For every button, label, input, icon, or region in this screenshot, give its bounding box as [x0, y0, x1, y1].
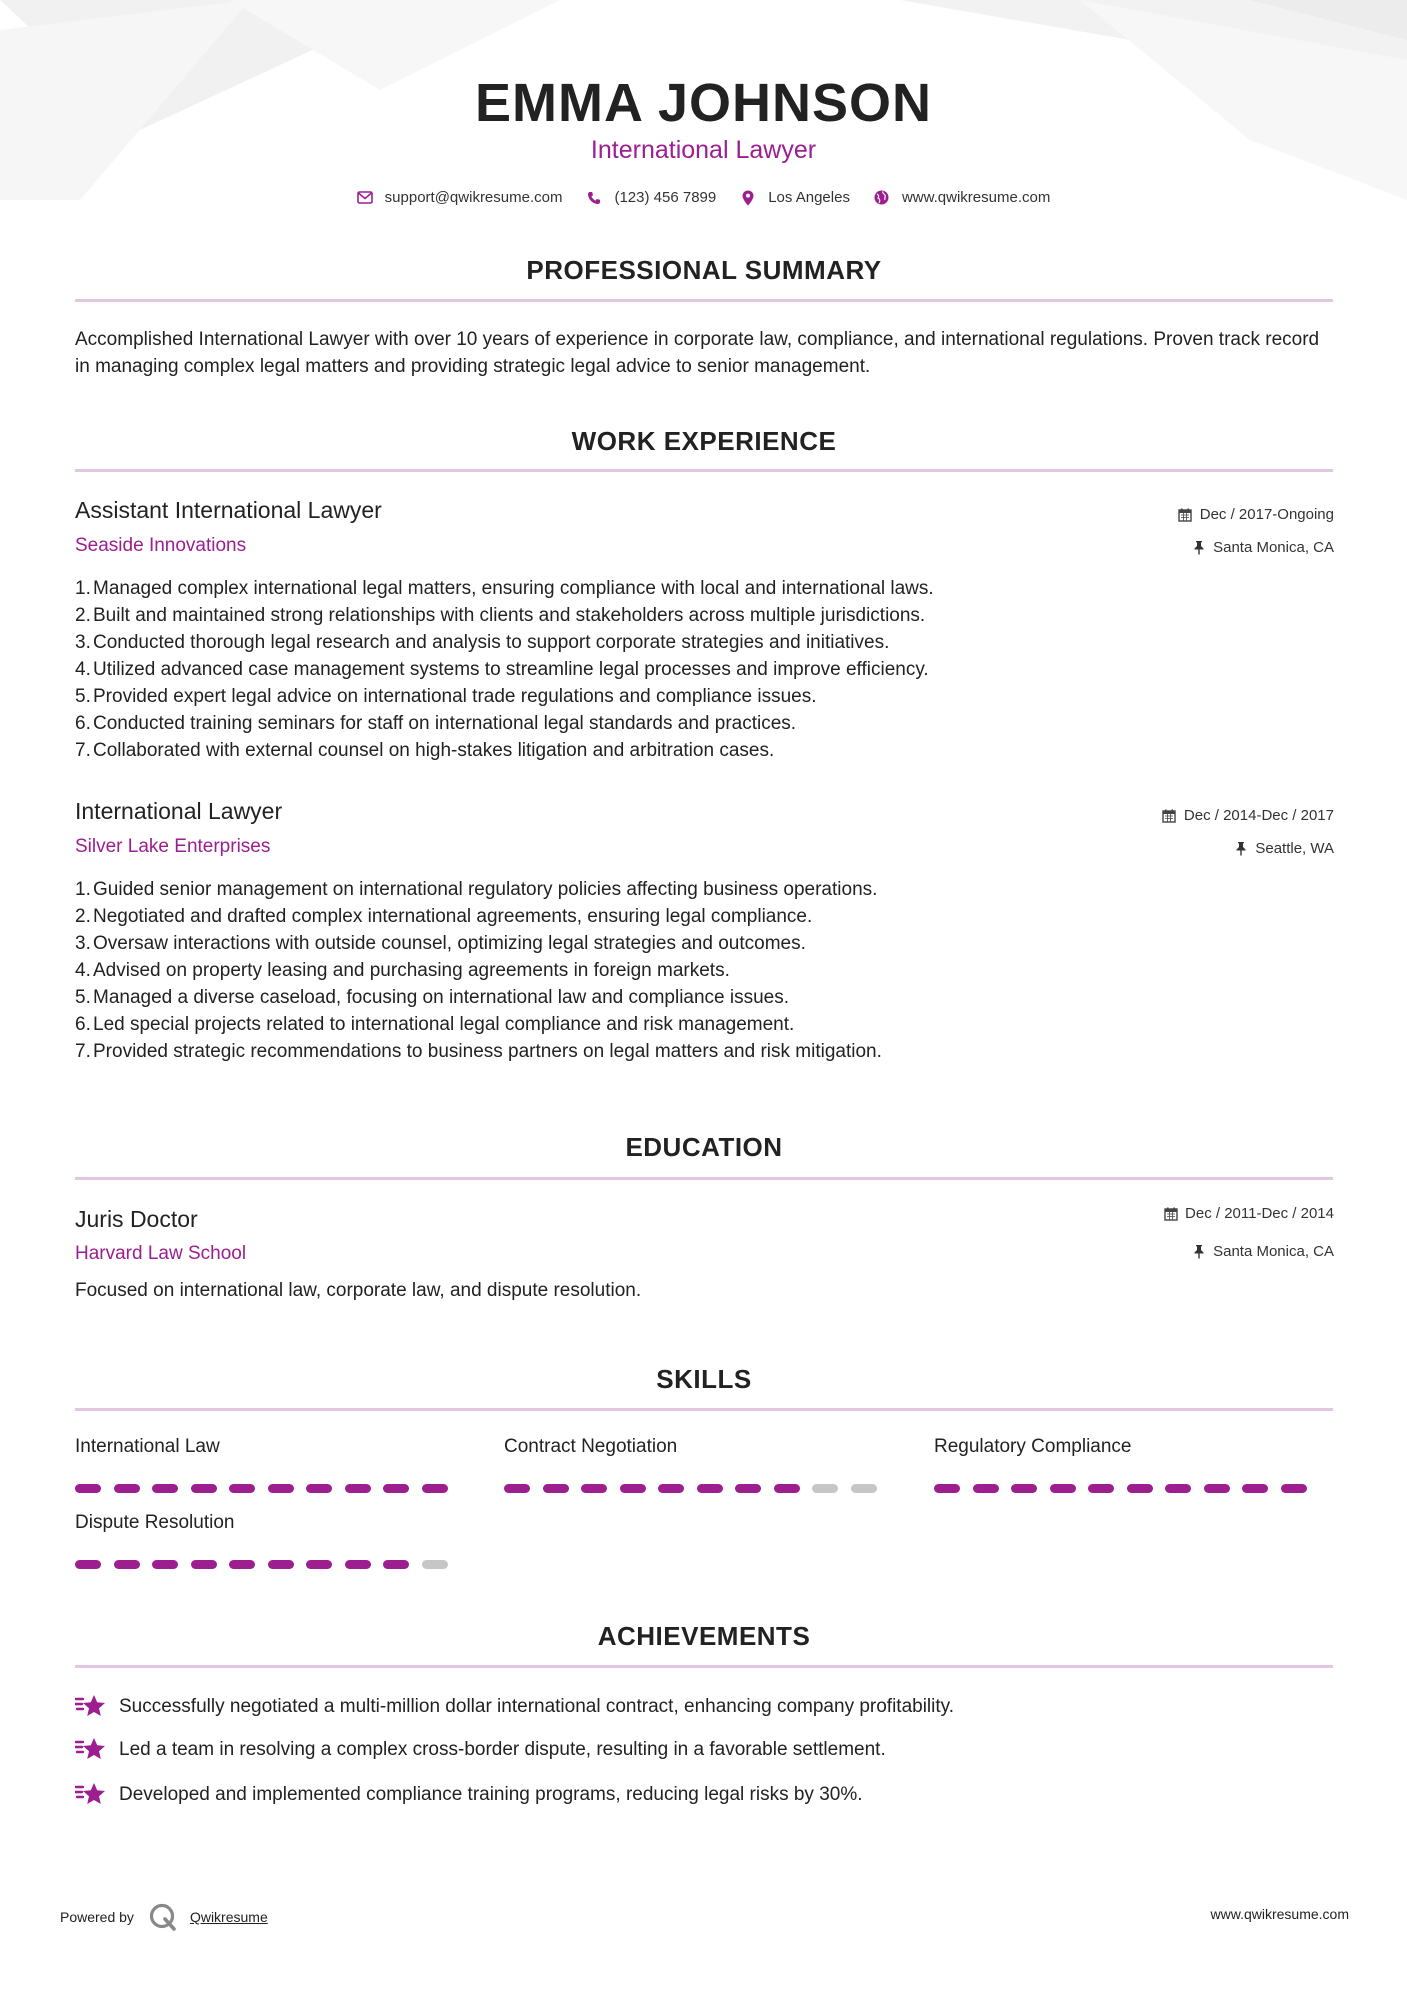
summary-divider	[75, 299, 1333, 302]
skill-dash-filled	[1165, 1484, 1191, 1493]
skill-dash-filled	[1050, 1484, 1076, 1493]
contact-website[interactable]	[874, 189, 1050, 206]
skill-name: Regulatory Compliance	[934, 1436, 1132, 1457]
achievement-text: Developed and implemented compliance training programs, reducing legal risks by 30%.	[119, 1784, 863, 1805]
skill-dash-filled	[191, 1484, 217, 1493]
skills-heading: SKILLS	[656, 1364, 752, 1394]
education-location-text: Santa Monica, CA	[1213, 1243, 1334, 1260]
achievement-text: Led a team in resolving a complex cross-border dispute, resulting in a favorable settlement.	[119, 1739, 886, 1760]
achievement-item	[75, 1693, 954, 1721]
achievements-divider	[75, 1665, 1333, 1668]
contact-phone[interactable]	[586, 189, 716, 206]
pushpin-icon	[1191, 1244, 1206, 1259]
skill-dash-filled	[620, 1484, 646, 1493]
skill-dash-filled	[229, 1560, 255, 1569]
achievement-text: Successfully negotiated a multi-million dollar international contract, enhancing company profitability.	[119, 1696, 955, 1717]
contact-location-text: Los Angeles	[768, 189, 850, 206]
skill-dash-filled	[1242, 1484, 1268, 1493]
education-heading: EDUCATION	[625, 1132, 783, 1162]
contact-email[interactable]	[357, 189, 563, 206]
experience-heading: WORK EXPERIENCE	[571, 426, 837, 456]
skill-dash-filled	[934, 1484, 960, 1493]
list-item: 7. Collaborated with external counsel on high-stakes litigation and arbitration cases.	[75, 740, 775, 761]
job-location	[1233, 840, 1334, 857]
map-marker-icon	[740, 190, 756, 206]
list-item: 1. Guided senior management on international regulatory policies affecting business operations.	[75, 879, 878, 900]
candidate-title: International Lawyer	[590, 136, 817, 164]
achievements-heading: ACHIEVEMENTS	[597, 1621, 811, 1651]
list-item: 3. Oversaw interactions with outside counsel, optimizing legal strategies and outcomes.	[75, 933, 806, 954]
pushpin-icon	[1191, 540, 1206, 555]
skills-divider	[75, 1408, 1333, 1411]
list-item: 4. Advised on property leasing and purchasing agreements in foreign markets.	[75, 960, 730, 981]
skill-dash-filled	[383, 1560, 409, 1569]
pushpin-icon	[1233, 841, 1248, 856]
skill-name: International Law	[75, 1436, 220, 1457]
list-item: 5. Managed a diverse caseload, focusing on international law and compliance issues.	[75, 987, 790, 1008]
skill-dash-filled	[973, 1484, 999, 1493]
skill-name: Dispute Resolution	[75, 1512, 235, 1533]
skill-dash-filled	[191, 1560, 217, 1569]
calendar-icon	[1162, 808, 1177, 823]
contact-website-text: www.qwikresume.com	[901, 189, 1051, 206]
contact-email-text: support@qwikresume.com	[384, 189, 563, 206]
job-company: Silver Lake Enterprises	[75, 836, 271, 857]
skill-dash-filled	[504, 1484, 530, 1493]
education-date	[1163, 1205, 1334, 1222]
skill-dash-filled	[306, 1484, 332, 1493]
globe-icon	[874, 190, 890, 206]
calendar-icon	[1178, 507, 1193, 522]
skill-rating-bar	[934, 1484, 1319, 1493]
job-date	[1178, 506, 1334, 523]
list-item: 5. Provided expert legal advice on international trade regulations and compliance issues.	[75, 686, 817, 707]
skill-dash-filled	[152, 1484, 178, 1493]
skill-rating-bar	[75, 1484, 460, 1493]
candidate-name: EMMA JOHNSON	[474, 73, 933, 133]
skill-dash-filled	[383, 1484, 409, 1493]
skill-dash-empty	[422, 1560, 448, 1569]
skill-dash-filled	[75, 1484, 101, 1493]
education-date-text: Dec / 2011-Dec / 2014	[1185, 1205, 1334, 1222]
skill-dash-filled	[1204, 1484, 1230, 1493]
achievement-item	[75, 1736, 886, 1764]
skill-dash-filled	[268, 1484, 294, 1493]
skill-dash-filled	[658, 1484, 684, 1493]
skill-dash-filled	[1011, 1484, 1037, 1493]
skill-dash-filled	[581, 1484, 607, 1493]
summary-text: Accomplished International Lawyer with over 10 years of experience in corporate law, compliance, and international regulations. Proven track record in managing complex legal matters and providing strategic legal advice to senior management.	[75, 329, 1320, 377]
skill-dash-filled	[1281, 1484, 1307, 1493]
list-item: 6. Led special projects related to international legal compliance and risk management.	[75, 1014, 795, 1035]
skill-dash-filled	[345, 1484, 371, 1493]
list-item: 1. Managed complex international legal matters, ensuring compliance with local and international laws.	[75, 578, 934, 599]
skill-dash-filled	[75, 1560, 101, 1569]
job-title: International Lawyer	[75, 798, 283, 824]
skill-dash-filled	[345, 1560, 371, 1569]
job-date-text: Dec / 2014-Dec / 2017	[1183, 807, 1334, 824]
skill-dash-filled	[697, 1484, 723, 1493]
job-title: Assistant International Lawyer	[75, 497, 382, 523]
education-description: Focused on international law, corporate law, and dispute resolution.	[75, 1280, 642, 1301]
envelope-icon	[357, 190, 373, 206]
job-responsibilities	[75, 876, 1275, 1065]
skill-dash-filled	[543, 1484, 569, 1493]
job-date	[1162, 807, 1334, 824]
education-school: Harvard Law School	[75, 1243, 247, 1264]
list-item: 4. Utilized advanced case management systems to streamline legal processes and improve efficiency.	[75, 659, 929, 680]
skill-dash-filled	[114, 1484, 140, 1493]
skill-dash-empty	[812, 1484, 838, 1493]
star-icon	[75, 1693, 107, 1721]
skill-dash-filled	[152, 1560, 178, 1569]
job-responsibilities	[75, 575, 1275, 764]
summary-heading: PROFESSIONAL SUMMARY	[526, 255, 882, 285]
job-date-text: Dec / 2017-Ongoing	[1199, 506, 1334, 523]
education-degree: Juris Doctor	[75, 1206, 198, 1232]
skill-rating-bar	[75, 1560, 460, 1569]
contact-location	[740, 189, 850, 206]
list-item: 2. Negotiated and drafted complex international agreements, ensuring legal compliance.	[75, 906, 813, 927]
footer-website-link[interactable]: www.qwikresume.com	[1210, 1906, 1349, 1922]
calendar-icon	[1163, 1206, 1178, 1221]
list-item: 2. Built and maintained strong relationships with clients and stakeholders across multiple jurisdictions.	[75, 605, 926, 626]
skill-dash-filled	[774, 1484, 800, 1493]
skill-dash-filled	[268, 1560, 294, 1569]
education-divider	[75, 1177, 1333, 1180]
qwikresume-link[interactable]: Qwikresume	[189, 1909, 268, 1925]
education-location	[1191, 1243, 1334, 1260]
qwikresume-logo-icon	[148, 1902, 178, 1932]
skill-dash-filled	[306, 1560, 332, 1569]
skill-dash-filled	[1088, 1484, 1114, 1493]
footer-powered-by	[60, 1902, 268, 1932]
job-location-text: Seattle, WA	[1255, 840, 1334, 857]
achievement-item	[75, 1781, 863, 1809]
skill-dash-filled	[735, 1484, 761, 1493]
job-location	[1191, 539, 1334, 556]
skill-dash-filled	[229, 1484, 255, 1493]
powered-by-label: Powered by	[60, 1909, 134, 1925]
skill-rating-bar	[504, 1484, 889, 1493]
list-item: 6. Conducted training seminars for staff on international legal standards and practices.	[75, 713, 797, 734]
contact-bar	[0, 189, 1407, 206]
job-company: Seaside Innovations	[75, 535, 247, 556]
list-item: 7. Provided strategic recommendations to business partners on legal matters and risk mitigation.	[75, 1041, 882, 1062]
skill-dash-filled	[114, 1560, 140, 1569]
skill-dash-filled	[422, 1484, 448, 1493]
job-location-text: Santa Monica, CA	[1213, 539, 1334, 556]
skill-dash-empty	[851, 1484, 877, 1493]
star-icon	[75, 1781, 107, 1809]
phone-icon	[586, 190, 602, 206]
skill-dash-filled	[1127, 1484, 1153, 1493]
contact-phone-text: (123) 456 7899	[614, 189, 717, 206]
list-item: 3. Conducted thorough legal research and analysis to support corporate strategies and initiatives.	[75, 632, 890, 653]
experience-divider	[75, 469, 1333, 472]
star-icon	[75, 1736, 107, 1764]
skill-name: Contract Negotiation	[504, 1436, 678, 1457]
